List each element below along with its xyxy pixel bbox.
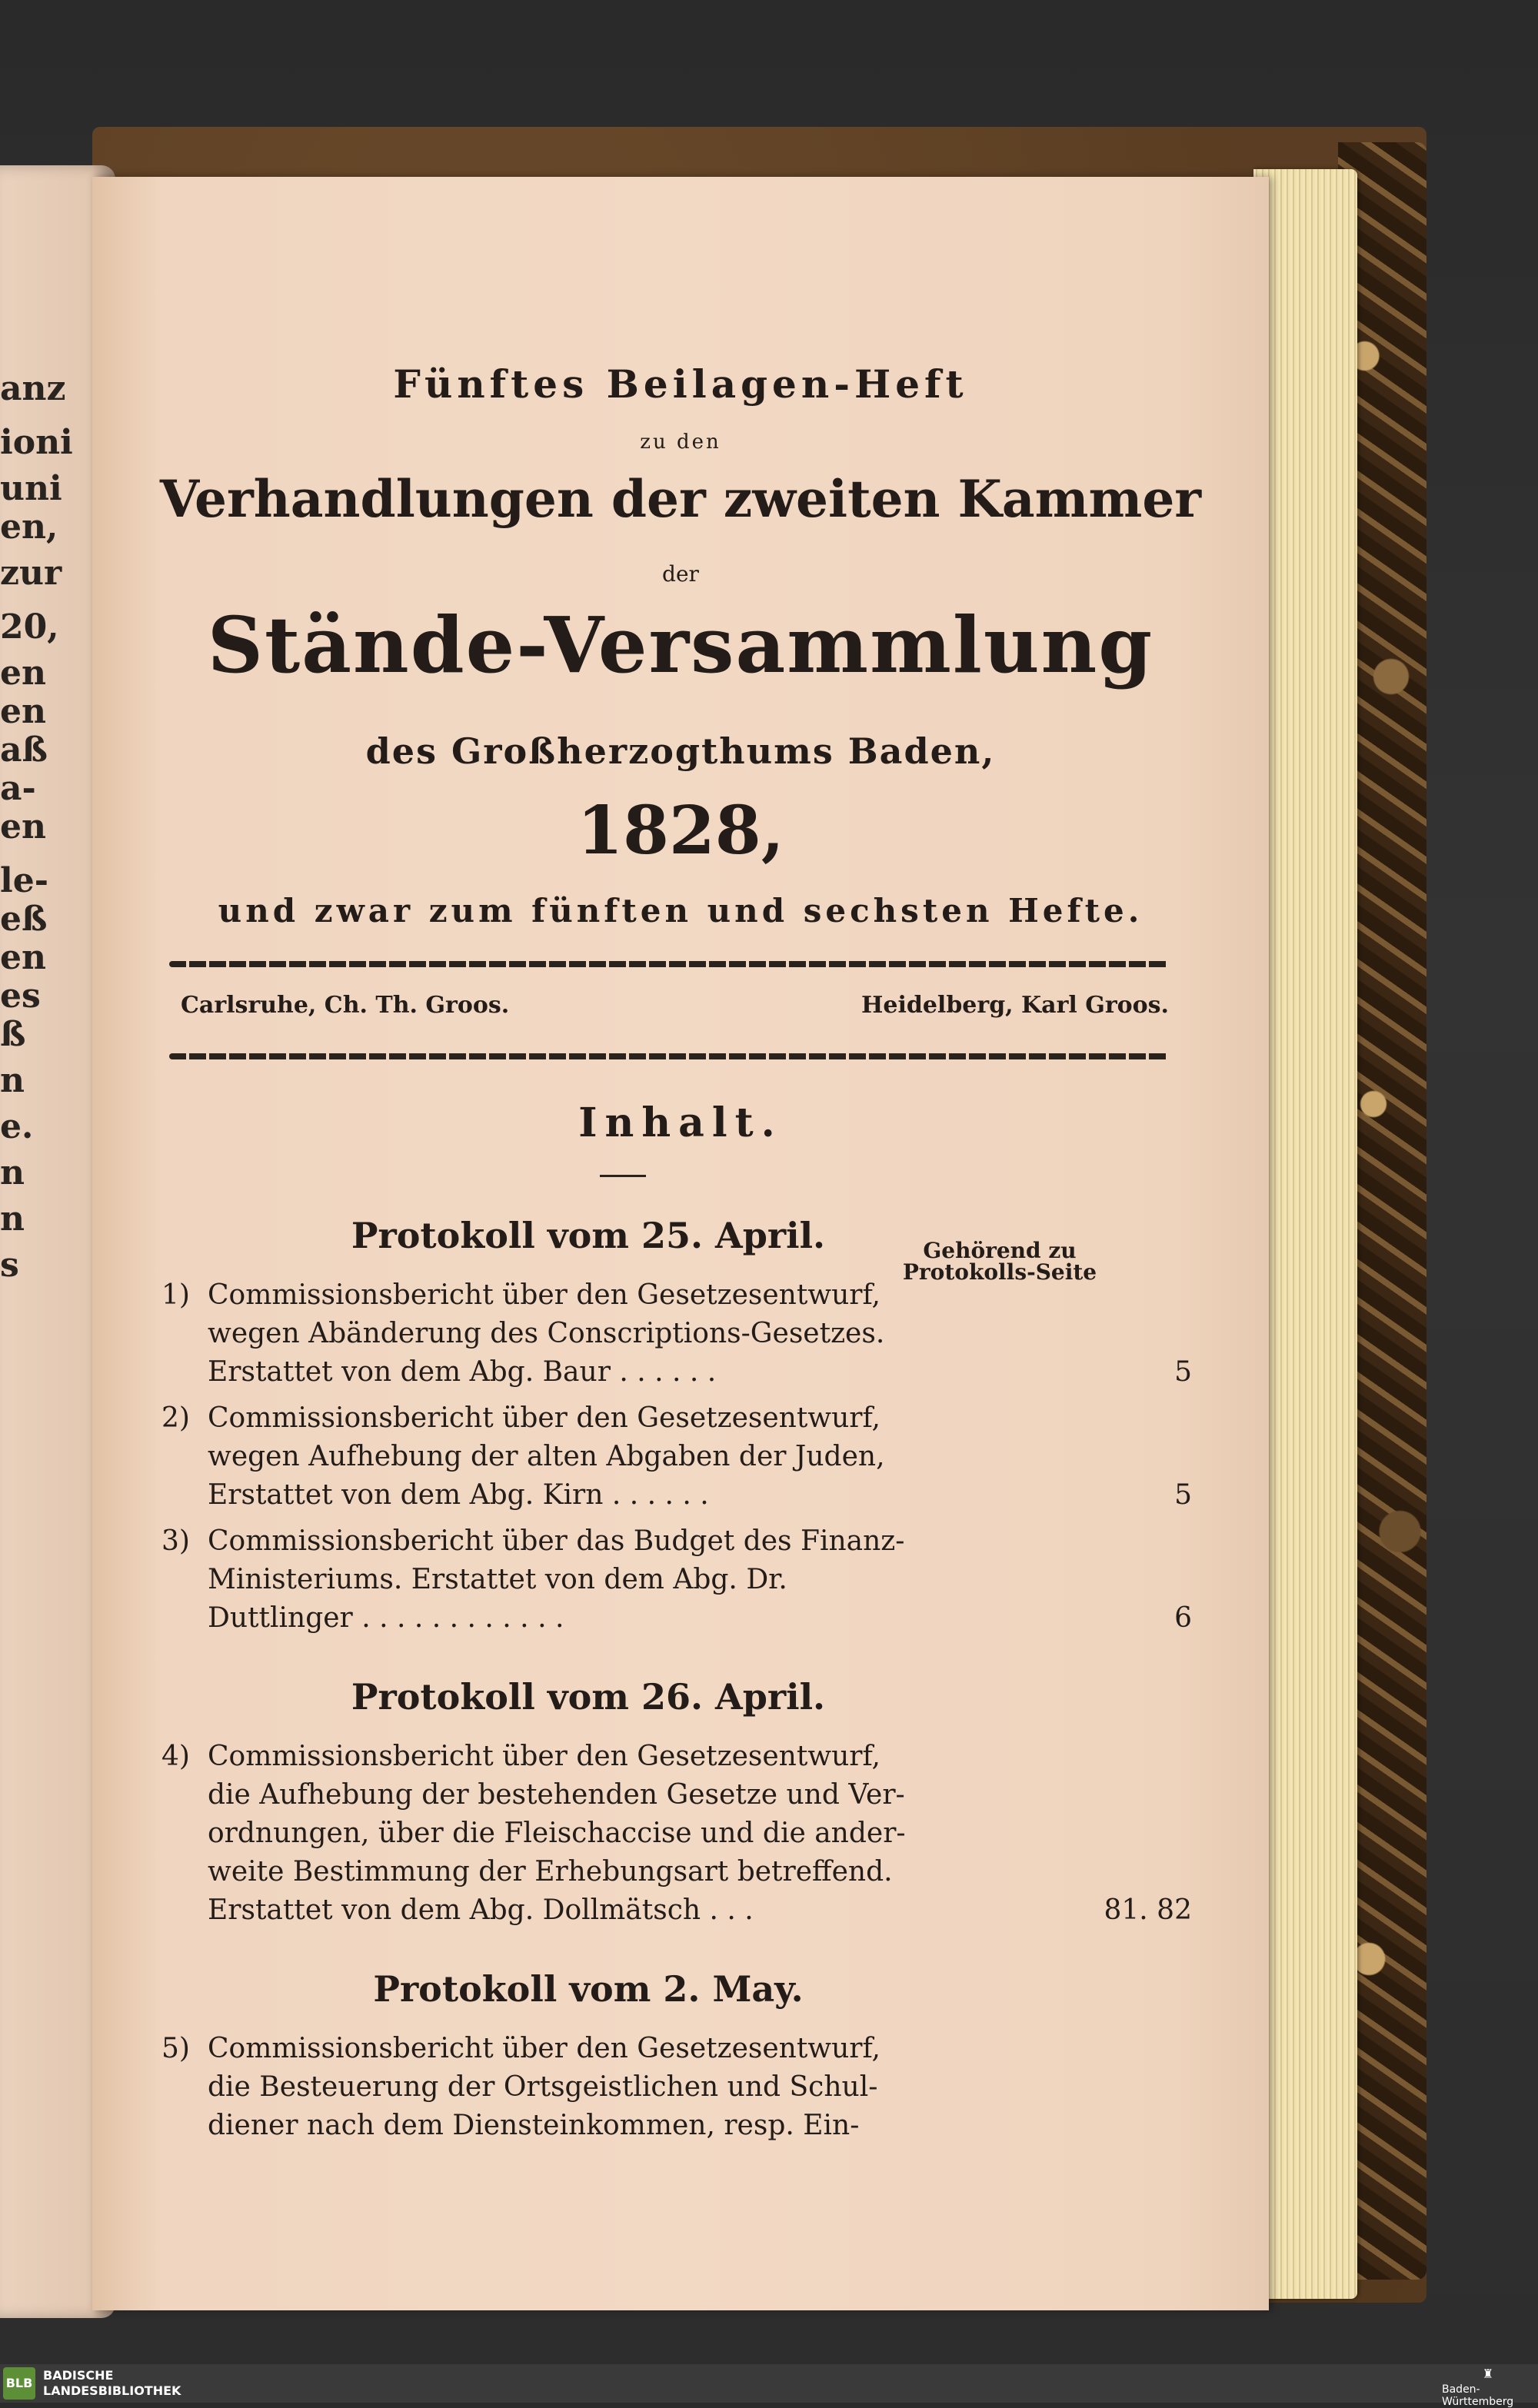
title-line-4: der: [662, 561, 699, 587]
toc-entry: [161, 2030, 1192, 2145]
left-page-fragment: aß: [0, 730, 48, 770]
left-page-fragment: a-: [0, 769, 36, 808]
left-page-fragment: 20,: [0, 607, 59, 647]
left-page-fragment: ß: [0, 1015, 26, 1054]
entry-text-line: wegen Abänderung des Conscriptions-Gesetzes.: [208, 1318, 885, 1349]
publisher-right: Heidelberg, Karl Groos.: [861, 992, 1169, 1019]
left-page-fragment: es: [0, 976, 41, 1016]
entry-text-line: Erstattet von dem Abg. Dollmätsch . . .: [208, 1894, 754, 1926]
section-title: Protokoll vom 2. May.: [373, 1968, 804, 2010]
divider-rule: [169, 1053, 1169, 1059]
left-page-fragment: en: [0, 807, 46, 846]
left-page-fragment: en: [0, 938, 46, 977]
column-header-1: Gehörend zu: [923, 1238, 1077, 1263]
entry-text-line: Ministeriums. Erstattet von dem Abg. Dr.: [208, 1564, 787, 1595]
left-page-fragment: n: [0, 1199, 25, 1239]
library-name: [43, 2368, 181, 2399]
title-main: Stände-Versammlung: [207, 600, 1154, 690]
entry-number: 3): [161, 1525, 190, 1557]
left-page-fragment: uni: [0, 469, 62, 508]
contents-heading: Inhalt.: [578, 1099, 783, 1146]
section-title: Protokoll vom 25. April.: [351, 1215, 826, 1256]
short-rule: [600, 1175, 646, 1177]
divider-rule: [169, 961, 1169, 967]
title-line-6: des Großherzogthums Baden,: [365, 730, 996, 772]
entry-text-line: die Besteuerung der Ortsgeistlichen und Schul-: [208, 2071, 878, 2103]
state-crest-icon: ♜: [1482, 2366, 1494, 2381]
entry-text-line: Erstattet von dem Abg. Baur . . . . . .: [208, 1356, 717, 1388]
title-year: 1828,: [577, 792, 784, 870]
left-page-fragment: e.: [0, 1107, 34, 1146]
entry-text-line: weite Bestimmung der Erhebungsart betreffend.: [208, 1856, 893, 1887]
entry-text-line: Commissionsbericht über den Gesetzesentwurf,: [208, 1402, 881, 1434]
left-page-fragment: en: [0, 654, 46, 693]
entry-number: 5): [161, 2033, 190, 2064]
entry-text-line: Commissionsbericht über den Gesetzesentwurf,: [208, 1279, 881, 1311]
left-page-fragment: en,: [0, 507, 58, 547]
left-page-fragment: le-: [0, 861, 48, 900]
entry-text-line: Duttlinger . . . . . . . . . . . .: [208, 1602, 564, 1634]
column-header-2: Protokolls-Seite: [902, 1259, 1097, 1285]
document-page: [92, 177, 1269, 2310]
toc-entry: [161, 1738, 1192, 1930]
section-title: Protokoll vom 26. April.: [351, 1676, 826, 1718]
entry-page-ref: 5: [1174, 1479, 1192, 1511]
entry-number: 4): [161, 1741, 190, 1772]
title-line-8: und zwar zum fünften und sechsten Hefte.: [218, 892, 1144, 930]
entry-text-line: Erstattet von dem Abg. Kirn . . . . . .: [208, 1479, 709, 1511]
title-line-1: Fünftes Beilagen-Heft: [393, 361, 968, 407]
library-name-line-1: BADISCHE: [43, 2368, 114, 2383]
left-page-fragment: s: [0, 1246, 19, 1285]
entry-text-line: Commissionsbericht über den Gesetzesentwurf,: [208, 1741, 881, 1772]
entry-page-ref: 5: [1174, 1356, 1192, 1388]
blb-logo-icon: BLB: [3, 2367, 35, 2400]
left-page-fragment: zur: [0, 554, 62, 593]
left-page-fragment: ioni: [0, 423, 73, 462]
entry-page-ref: 6: [1174, 1602, 1192, 1634]
toc-entry: [161, 1522, 1192, 1638]
footer-bar: [0, 2364, 1538, 2403]
left-page-fragment: n: [0, 1153, 25, 1192]
entry-number: 1): [161, 1279, 190, 1311]
entry-text-line: diener nach dem Diensteinkommen, resp. Ein-: [208, 2110, 860, 2141]
left-page-fragment: anz: [0, 369, 66, 408]
page-edges: [1253, 169, 1357, 2299]
entry-text-line: die Aufhebung der bestehenden Gesetze und Ver-: [208, 1779, 905, 1811]
entry-page-ref: 81. 82: [1104, 1894, 1192, 1926]
toc-entry: [161, 1276, 1192, 1392]
entry-text-line: Commissionsbericht über den Gesetzesentwurf,: [208, 2033, 881, 2064]
title-line-2: zu den: [640, 431, 721, 454]
left-page-fragment: n: [0, 1061, 25, 1100]
entry-text-line: Commissionsbericht über das Budget des Finanz-: [208, 1525, 905, 1557]
left-page-fragment: eß: [0, 900, 48, 939]
title-line-3: Verhandlungen der zweiten Kammer: [159, 469, 1202, 529]
publisher-left: Carlsruhe, Ch. Th. Groos.: [181, 992, 510, 1019]
entry-number: 2): [161, 1402, 190, 1434]
entry-text-line: wegen Aufhebung der alten Abgaben der Juden,: [208, 1441, 885, 1472]
partner-name: Baden-Württemberg: [1442, 2383, 1514, 2408]
toc-entry: [161, 1399, 1192, 1515]
entry-text-line: ordnungen, über die Fleischaccise und die ander-: [208, 1818, 906, 1849]
left-page-fragment: en: [0, 692, 46, 731]
library-name-line-2: LANDESBIBLIOTHEK: [43, 2383, 181, 2398]
